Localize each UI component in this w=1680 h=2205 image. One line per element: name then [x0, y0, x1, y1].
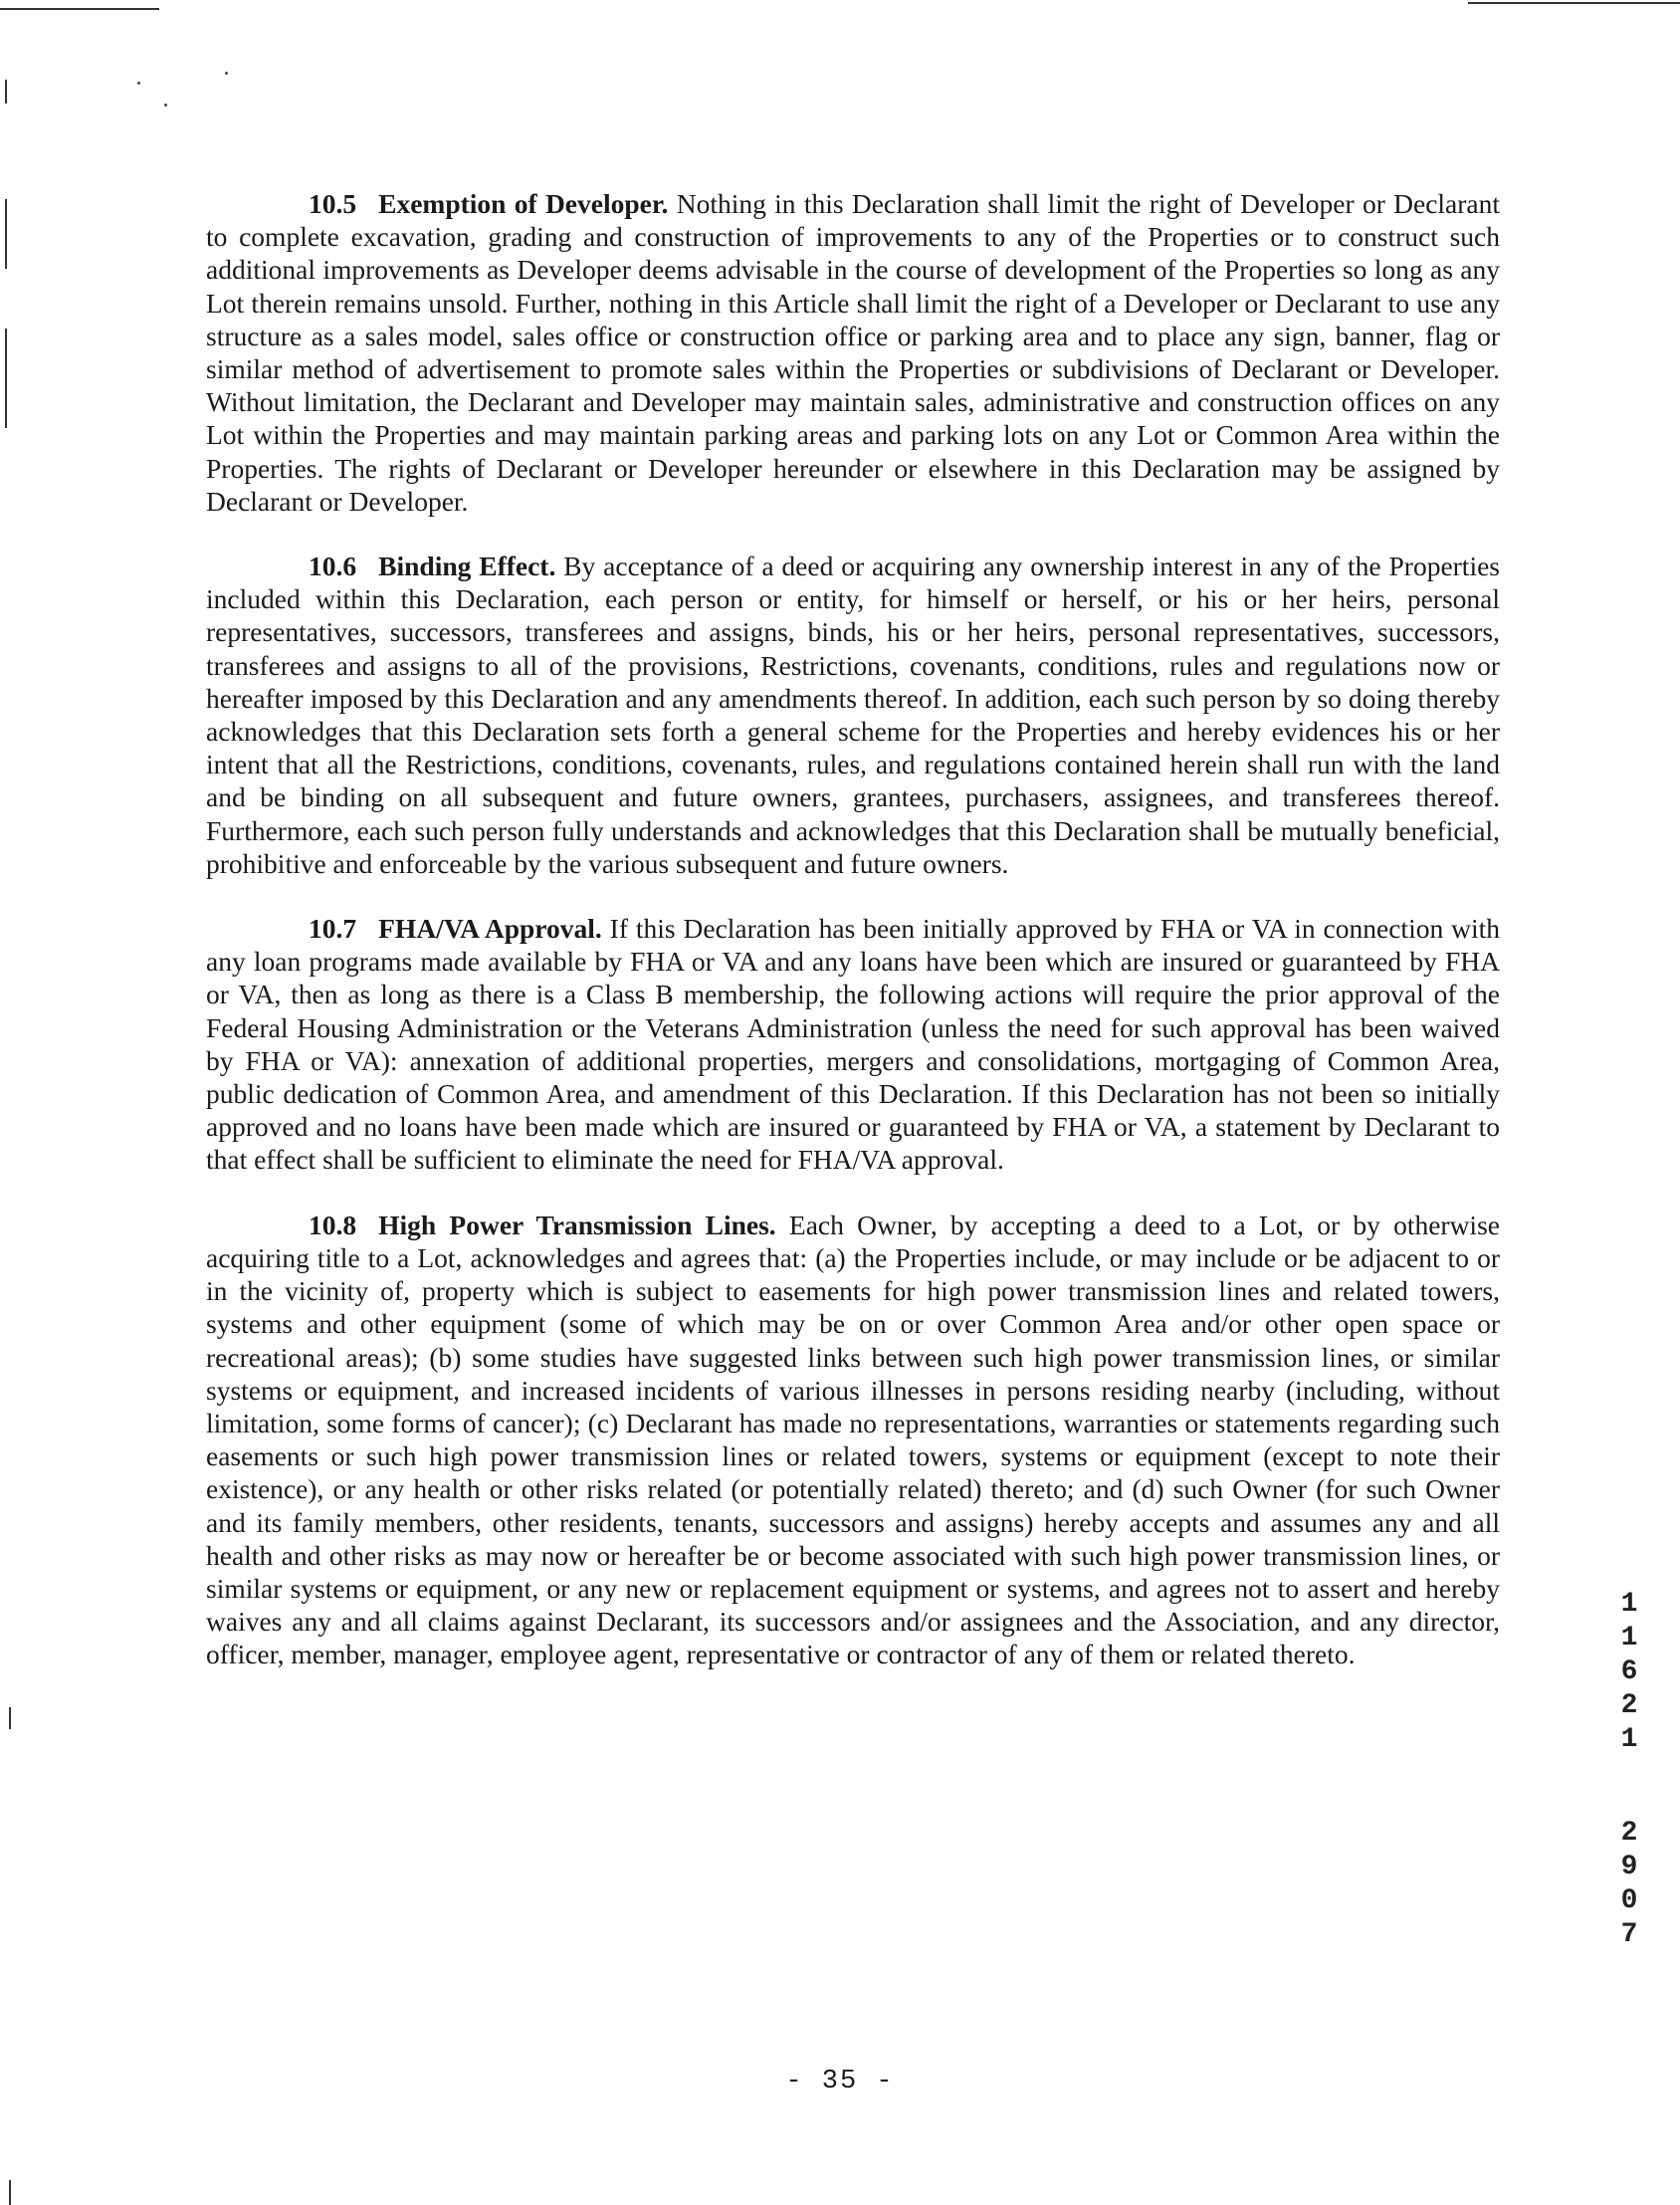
document-body — [206, 187, 1500, 1703]
section-10-8 — [206, 1209, 1500, 1671]
stamp-digit: 7 — [1620, 1919, 1638, 1950]
page-number: - 35 - — [785, 2067, 895, 2096]
stamp-digit: 1 — [1620, 1589, 1638, 1620]
scan-artifact-left-edge-3 — [5, 329, 7, 428]
section-10-7 — [206, 912, 1500, 1177]
recording-stamp — [1609, 1588, 1649, 1952]
section-number: 10.7 — [309, 913, 357, 945]
scan-speck — [225, 72, 228, 75]
section-10-6 — [206, 550, 1500, 880]
stamp-digit: 0 — [1620, 1885, 1638, 1916]
section-number: 10.6 — [309, 551, 357, 582]
scan-artifact-left-edge-5 — [9, 2180, 11, 2205]
section-body: Each Owner, by accepting a deed to a Lot, or by otherwise acquiring title to a Lot, acknowledges and agrees that: (a) the Properties include, or may include or be adjacent to or in the vicinity of, property which is subject to easements for high power transmission lines and related towers, systems and other equipment (some of which may be on or over Common Area and/or other open space or recreational areas); (b) some studies have suggested links between such high power transmission lines, or similar systems or equipment, and increased incidents of various illnesses in persons residing nearby (including, without limitation, some forms of cancer); (c) Declarant has made no representations, warranties or statements regarding such easements or such high power transmission lines or related towers, systems or equipment (except to note their existence), or any health or other risks related (or potentially related) thereto; and (d) such Owner (for such Owner and its family members, other residents, tenants, successors and assigns) hereby accepts and assumes any and all health and other risks as may now or hereafter be or become associated with such high power transmission lines, or similar systems or equipment, or any new or replacement equipment or systems, and agrees not to assert and hereby waives any and all claims against Declarant, its successors and/or assignees and the Association, and any director, officer, member, manager, employee agent, representative or contractor of any of them or related thereto. — [206, 1209, 1500, 1670]
stamp-digit: 1 — [1620, 1724, 1638, 1755]
section-body: By acceptance of a deed or acquiring any ownership interest in any of the Properties included within this Declaration, each person or entity, for himself or herself, or his or her heirs, personal representatives, successors, transferees and assigns, binds, his or her heirs, personal representatives, successors, transferees and assigns to all of the provisions, Restrictions, covenants, conditions, rules and regulations now or hereafter imposed by this Declaration and any amendments thereof. In addition, each such person by so doing thereby acknowledges that this Declaration sets forth a general scheme for the Properties and hereby evidences his or her intent that all the Restrictions, conditions, covenants, rules, and regulations contained herein shall run with the land and be binding on all subsequent and future owners, grantees, purchasers, assignees, and transferees thereof. Furthermore, each such person fully understands and acknowledges that this Declaration shall be mutually beneficial, prohibitive and enforceable by the various subsequent and future owners. — [206, 551, 1500, 879]
section-body: Nothing in this Declaration shall limit the right of Developer or Declarant to complete excavation, grading and construction of improvements to any of the Properties or to construct such additional improvements as Developer deems advisable in the course of development of the Properties so long as any Lot therein remains unsold. Further, nothing in this Article shall limit the right of a Developer or Declarant to use any structure as a sales model, sales office or construction office or parking area and to place any sign, banner, flag or similar method of advertisement to promote sales within the Properties or subdivisions of Declarant or Developer. Without limitation, the Declarant and Developer may maintain sales, administrative and construction offices on any Lot within the Properties and may maintain parking areas and parking lots on any Lot or Common Area within the Properties. The rights of Declarant or Developer hereunder or elsewhere in this Declaration may be assigned by Declarant or Developer. — [206, 188, 1501, 517]
section-number: 10.8 — [309, 1209, 357, 1240]
scan-artifact-top-right — [1468, 2, 1680, 4]
section-10-5 — [206, 187, 1500, 518]
stamp-digit: 2 — [1620, 1818, 1638, 1849]
stamp-digit: 2 — [1620, 1690, 1638, 1721]
scan-artifact-top-left — [0, 8, 159, 10]
section-title: FHA/VA Approval. — [378, 913, 602, 945]
stamp-digit: 1 — [1620, 1623, 1638, 1654]
section-body: If this Declaration has been initially approved by FHA or VA in connection with any loan programs made available by FHA or VA and any loans have been which are insured or guaranteed by FHA or VA, then as long as there is a Class B membership, the following actions will require the prior approval of the Federal Housing Administration or the Veterans Administration (unless the need for such approval has been waived by FHA or VA): annexation of additional properties, mergers and consolidations, mortgaging of Common Area, public dedication of Common Area, and amendment of this Declaration. If this Declaration has not been so initially approved and no loans have been made which are insured or guaranteed by FHA or VA, a statement by Declarant to that effect shall be sufficient to eliminate the need for FHA/VA approval. — [206, 913, 1500, 1176]
section-title: Binding Effect. — [378, 551, 556, 582]
stamp-digit: 9 — [1620, 1852, 1638, 1882]
scan-artifact-left-edge-1 — [5, 80, 7, 104]
section-number: 10.5 — [309, 188, 357, 219]
section-title: Exemption of Developer. — [378, 188, 669, 219]
scan-speck — [137, 82, 140, 85]
scan-speck — [164, 104, 167, 107]
scan-artifact-left-edge-4 — [9, 1707, 11, 1729]
stamp-gap — [1609, 1757, 1649, 1817]
section-title: High Power Transmission Lines. — [378, 1209, 776, 1240]
stamp-digit: 6 — [1620, 1656, 1638, 1687]
scan-artifact-left-edge-2 — [5, 199, 7, 269]
